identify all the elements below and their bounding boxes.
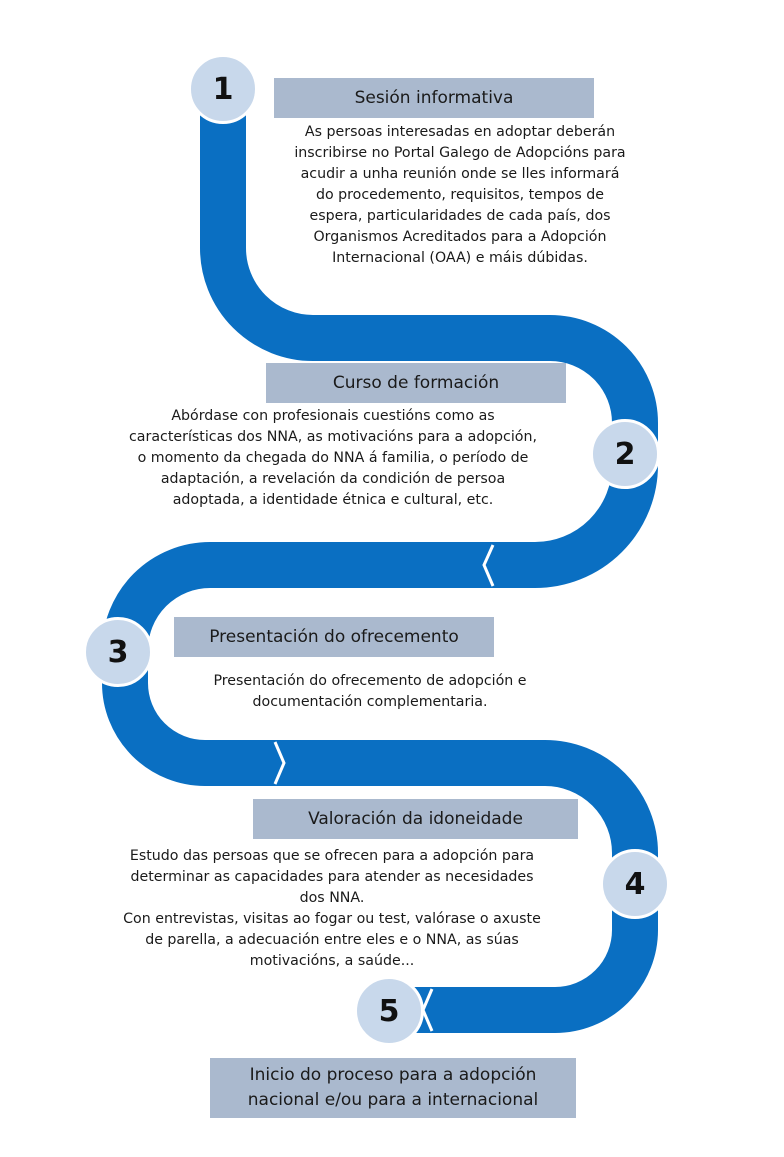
- step-3-title: Presentación do ofrecemento: [209, 627, 459, 647]
- step-2-number: 2: [614, 436, 636, 472]
- step-1-number: 1: [212, 71, 234, 107]
- step-3-number-circle: [83, 617, 153, 687]
- step-3-description: [160, 671, 580, 713]
- step-2-description-line: adaptación, a revelación da condición de persoa: [160, 471, 506, 487]
- step-3-number: 3: [107, 634, 129, 670]
- step-4-title: Valoración da idoneidade: [308, 809, 523, 829]
- step-1-title-banner: [274, 78, 594, 118]
- step-3-title-banner: [174, 617, 494, 657]
- final-step-line: Inicio do proceso para a adopción: [249, 1065, 537, 1085]
- step-2-description-line: Abórdase con profesionais cuestións como as: [171, 408, 495, 424]
- step-1-description-line: Organismos Acreditados para a Adopción: [313, 229, 607, 245]
- step-2-description-line: o momento da chegada do NNA á familia, o período de: [137, 450, 529, 466]
- step-1-description: [250, 122, 670, 269]
- step-4-description-line: Estudo das persoas que se ofrecen para a adopción para: [129, 848, 535, 864]
- step-1-description-line: espera, particularidades de cada país, dos: [309, 208, 611, 224]
- step-1-description-line: Internacional (OAA) e máis dúbidas.: [332, 250, 588, 266]
- final-step-banner: [210, 1058, 576, 1118]
- step-4-description-line: Con entrevistas, visitas ao fogar ou test, valórase o axuste: [123, 911, 541, 927]
- step-2-description: [60, 406, 606, 511]
- step-4-description-line: dos NNA.: [299, 890, 365, 906]
- step-3-description-line: Presentación do ofrecemento de adopción e: [213, 673, 527, 689]
- step-4-description-line: de parella, a adecuación entre eles e o NNA, as súas: [145, 932, 519, 948]
- final-step-line: nacional e/ou para a internacional: [247, 1090, 539, 1110]
- step-1-description-line: As persoas interesadas en adoptar deberán: [304, 124, 616, 140]
- step-5-number-circle: [354, 976, 424, 1046]
- step-4-title-banner: [253, 799, 578, 839]
- step-4-description-line: determinar as capacidades para atender as necesidades: [130, 869, 534, 885]
- step-4-number: 4: [624, 866, 646, 902]
- step-4-number-circle: [600, 849, 670, 919]
- step-1-number-circle: [188, 54, 258, 124]
- step-4-description: [62, 846, 602, 972]
- step-1-title: Sesión informativa: [354, 88, 514, 108]
- step-2-title-banner: [266, 363, 566, 403]
- step-3-description-line: documentación complementaria.: [252, 694, 488, 710]
- step-2-description-line: características dos NNA, as motivacións para a adopción,: [129, 429, 537, 445]
- step-2-description-line: adoptada, a identidade étnica e cultural, etc.: [172, 492, 494, 508]
- step-1-description-line: do procedemento, requisitos, tempos de: [315, 187, 605, 203]
- step-5-number: 5: [378, 993, 400, 1029]
- step-1-description-line: inscribirse no Portal Galego de Adopcións para: [294, 145, 626, 161]
- step-2-title: Curso de formación: [332, 373, 500, 393]
- step-4-description-line: motivacións, a saúde...: [249, 953, 415, 969]
- step-1-description-line: acudir a unha reunión onde se lles informará: [300, 166, 620, 182]
